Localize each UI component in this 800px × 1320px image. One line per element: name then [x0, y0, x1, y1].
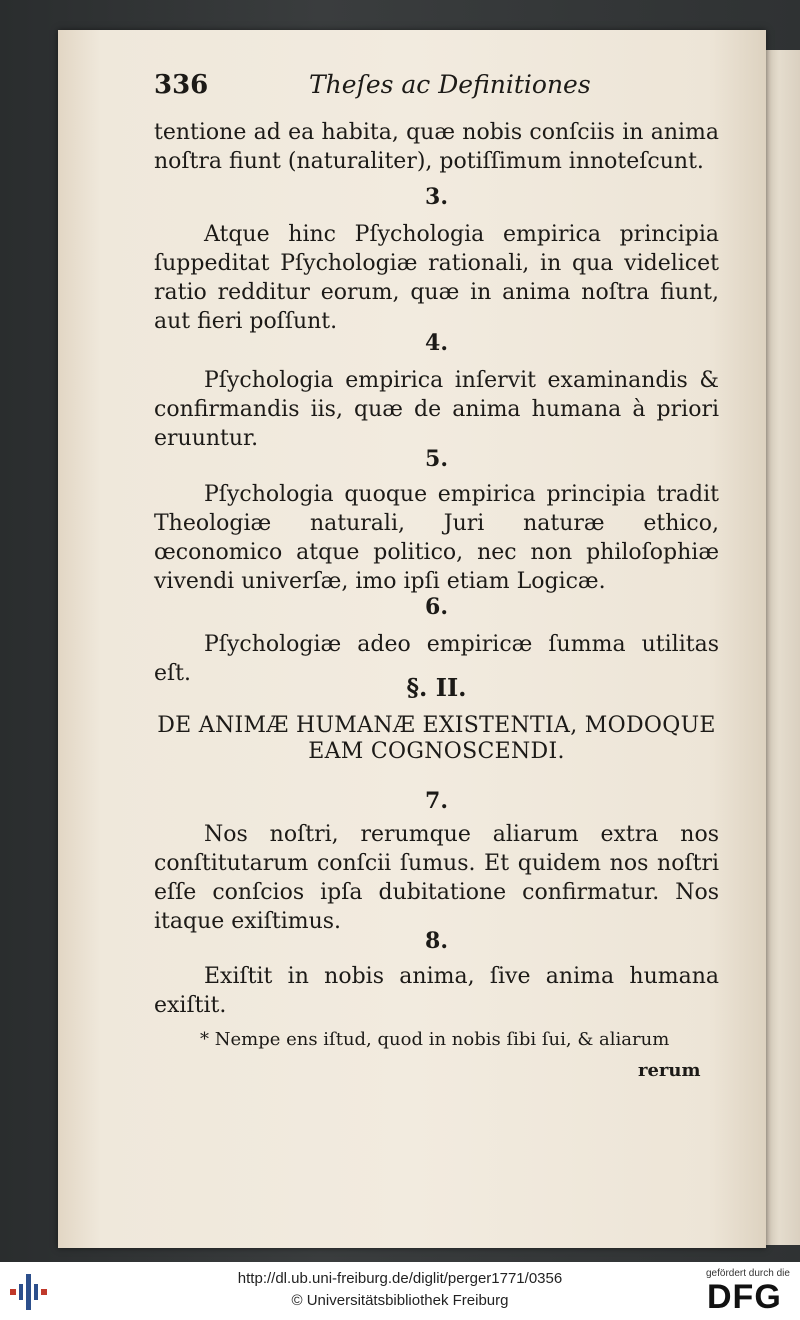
dfg-caption: gefördert durch die — [706, 1268, 790, 1279]
thesis-7 — [154, 820, 719, 936]
thesis-number-8: 8. — [425, 928, 448, 954]
paragraph-text: Exiſtit in nobis anima, ſive anima humana exiſtit. — [154, 964, 719, 1018]
paragraph-text: tentione ad ea habita, quæ nobis conſciis in anima noſtra fiunt (naturaliter), potiſſimum innoteſcunt. — [154, 120, 719, 174]
catchword: rerum — [638, 1060, 701, 1081]
section-heading-line-2: EAM COGNOSCENDI. — [308, 739, 565, 764]
footer-banner — [0, 1262, 800, 1320]
adjacent-page-edge — [762, 50, 800, 1245]
copyright-notice: © Universitätsbibliothek Freiburg — [291, 1292, 509, 1309]
thesis-number-6: 6. — [425, 594, 448, 620]
thesis-number-7: 7. — [425, 788, 448, 814]
paragraph-continuation — [154, 118, 719, 176]
thesis-5 — [154, 480, 719, 596]
paragraph-text: Nos noſtri, rerumque aliarum extra nos conſtitutarum conſcii ſumus. Et quidem nos noſtri eſſe conſcios ipſa dubitatione confirmatur. Nos itaque exiſtimus. — [154, 822, 719, 934]
page-header — [154, 70, 714, 110]
page-number: 336 — [154, 70, 209, 100]
permalink-url[interactable]: http://dl.ub.uni-freiburg.de/diglit/perger1771/0356 — [237, 1270, 563, 1287]
book-page — [58, 30, 766, 1248]
dfg-logo: DFG — [707, 1278, 782, 1316]
paragraph-text: Atque hinc Pſychologia empirica principia ſuppeditat Pſychologiæ rationali, in qua videlicet ratio redditur eorum, quæ in anima noſtra fiunt, aut fieri poſſunt. — [154, 222, 719, 334]
thesis-number-4: 4. — [425, 330, 448, 356]
running-title: Theſes ac Definitiones — [309, 70, 591, 99]
section-number: §. II. — [406, 673, 467, 702]
thesis-3 — [154, 220, 719, 336]
thesis-8 — [154, 962, 719, 1020]
footnote: * Nempe ens iſtud, quod in nobis ſibi ſui, & aliarum — [200, 1029, 670, 1050]
section-heading-line-1: DE ANIMÆ HUMANÆ EXISTENTIA, MODOQUE — [157, 713, 716, 738]
thesis-4 — [154, 366, 719, 453]
paragraph-text: Pſychologia empirica inſervit examinandis & confirmandis iis, quæ de anima humana à priori eruuntur. — [154, 368, 719, 451]
paragraph-text: Pſychologiæ adeo empiricæ ſumma utilitas eſt. — [154, 632, 719, 686]
paragraph-text: Pſychologia quoque empirica principia tradit Theologiæ naturali, Juri naturæ ethico, œconomico atque politico, nec non philoſophiæ vivendi univerſæ, imo ipſi etiam Logicæ. — [154, 482, 719, 594]
thesis-number-3: 3. — [425, 184, 448, 210]
thesis-number-5: 5. — [425, 446, 448, 472]
